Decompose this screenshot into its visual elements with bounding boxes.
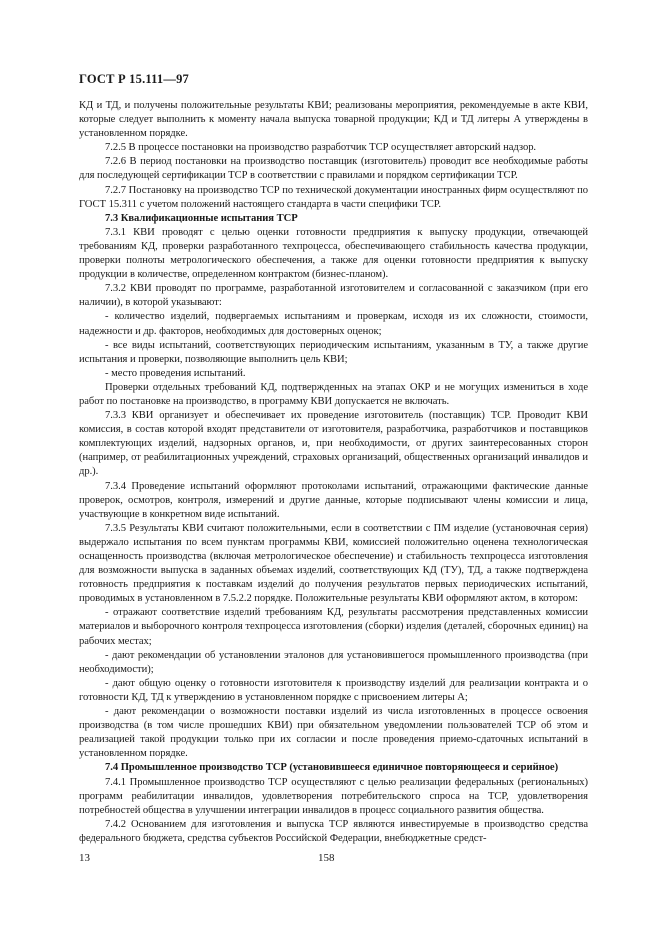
paragraph: Проверки отдельных требований КД, подтвержденных на этапах ОКР и не могущих измениться в ходе работ по постановке на производство, в программу КВИ допускается не включать.	[79, 381, 588, 407]
footer-sheet-number: 158	[318, 852, 335, 864]
paragraph: - дают рекомендации о возможности поставки изделий из числа изготовленных в процессе освоения производства (в том числе прошедших КВИ) при обязательном уведомлении пользователей ТСР об этом и реализацией такой продукции только при их согласии и после проведения приемо-сдаточных испытаний в установленном порядке.	[79, 706, 588, 760]
paragraph: 7.3.5 Результаты КВИ считают положительными, если в соответствии с ПМ изделие (установочная серия) выдержало испытания по всем пунктам программы КВИ, комиссией положительно оценена технологическая оснащенность производства (включая метрологическое обеспечение) и стабильность техпроцесса изготовления для возможности выпуска в заданных объемах изделий, соответствующих КД (ТУ), ТД, а также подтверждена готовность предприятия к поставкам изделий до получения результатов первых периодических испытаний, проводимых в установленном в 7.5.2.2 порядке. Положительные результаты КВИ оформляют актом, в котором:	[79, 522, 588, 605]
paragraph: - место проведения испытаний.	[105, 367, 246, 379]
document-body	[79, 99, 588, 846]
paragraph: 7.4.2 Основанием для изготовления и выпуска ТСР являются инвестируемые в производство средства федерального бюджета, средства субъектов Российской Федерации, внебюджетные средст-	[79, 818, 588, 844]
paragraph: 7.3.4 Проведение испытаний оформляют протоколами испытаний, отражающими фактические данные проверок, осмотров, контроля, измерений и другие данные, которые подписывают члены комиссии и лица, участвующие в конкретном виде испытаний.	[79, 480, 588, 520]
paragraph: КД и ТД, и получены положительные результаты КВИ; реализованы мероприятия, рекомендуемые в акте КВИ, которые следует выполнить к моменту начала выпуска товарной продукции; КД и ТД литеры А утверждены в установленном порядке.	[79, 100, 588, 140]
paragraph: - количество изделий, подвергаемых испытаниям и проверкам, исходя из их сложности, стоимости, надежности и др. факторов, необходимых для достоверных оценок;	[79, 311, 588, 337]
paragraph: 7.3.3 КВИ организует и обеспечивает их проведение изготовитель (поставщик) ТСР. Проводит КВИ комиссия, в состав которой входят представители от изготовителя, разработчика, разработчиков и поставщиков комплектующих изделий, надзорных органов, и, при необходимости, от других заинтересованных сторон (например, от реабилитационных учреждений, страховых организаций, общественных организаций инвалидов и др.).	[79, 410, 588, 478]
section-heading: 7.3 Квалификационные испытания ТСР	[105, 212, 298, 224]
section-heading: 7.4 Промышленное производство ТСР (установившееся единичное повторяющееся и серийное)	[105, 762, 559, 774]
page-header: ГОСТ Р 15.111—97	[79, 72, 189, 86]
paragraph: - отражают соответствие изделий требованиям КД, результаты рассмотрения представленных комиссии материалов и выборочного контроля техпроцесса изготовления (сборки) изделия (деталей, сборочных единиц) на рабочих местах;	[79, 607, 588, 647]
paragraph: 7.2.7 Постановку на производство ТСР по технической документации иностранных фирм осуществляют по ГОСТ 15.311 с учетом положений настоящего стандарта в части специфики ТСР.	[79, 184, 588, 210]
paragraph: - дают рекомендации об установлении эталонов для установившегося промышленного производства (при необходимости);	[79, 649, 588, 675]
paragraph: 7.2.5 В процессе постановки на производство разработчик ТСР осуществляет авторский надзор.	[105, 142, 537, 154]
paragraph: 7.4.1 Промышленное производство ТСР осуществляют с целью реализации федеральных (региональных) программ реабилитации инвалидов, удовлетворения потребительского спроса на ТСР, удовлетворения потребностей общества в улучшении интеграции инвалидов в процесс социального развития общества.	[79, 776, 588, 816]
footer-page-number: 13	[79, 852, 90, 864]
paragraph: - все виды испытаний, соответствующих периодическим испытаниям, указанным в ТУ, а также другие испытания и проверки, позволяющие выполнить цель КВИ;	[79, 339, 588, 365]
paragraph: 7.3.1 КВИ проводят с целью оценки готовности предприятия к выпуску продукции, отвечающей требованиям КД, проверки разработанного техпроцесса, обеспечивающего стабильность качества продукции, проверки полноты метрологического обеспечения, а также для оценки готовности предприятия к выпуску продукции в количестве, определенном контрактом (бизнес-планом).	[79, 226, 588, 281]
paragraph: - дают общую оценку о готовности изготовителя к производству изделий для реализации контракта и о готовности КД, ТД к утверждению в установленном порядке с присвоением литеры А;	[79, 677, 588, 703]
paragraph: 7.3.2 КВИ проводят по программе, разработанной изготовителем и согласованной с заказчиком (при его наличии), в которой указывают:	[79, 283, 588, 309]
paragraph: 7.2.6 В период постановки на производство поставщик (изготовитель) проводит все необходимые работы для последующей сертификации ТСР в соответствии с правилами и порядком сертификации ТСР.	[79, 156, 588, 182]
